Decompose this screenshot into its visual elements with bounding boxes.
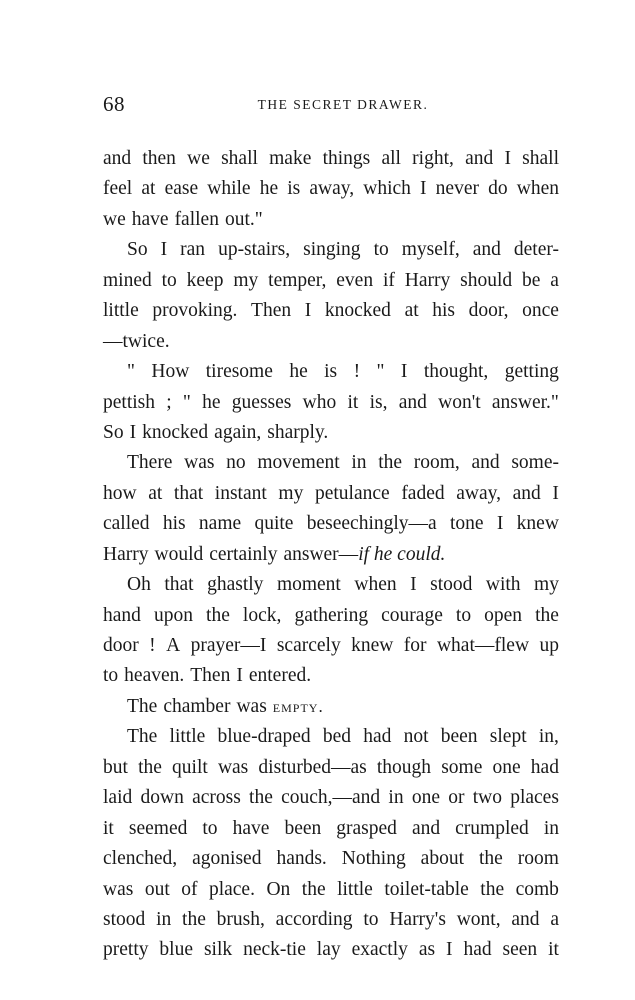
word: and	[411, 817, 441, 839]
word: shall	[221, 148, 258, 169]
word: my	[278, 482, 304, 504]
word: and	[398, 391, 427, 413]
word: I	[236, 665, 243, 687]
word: be	[522, 269, 541, 291]
word: about	[420, 848, 464, 870]
word: in	[156, 908, 172, 930]
word: little	[337, 878, 373, 900]
text-line	[103, 814, 559, 844]
word: shall	[522, 148, 559, 169]
word: I	[496, 513, 504, 535]
word: do	[488, 178, 508, 200]
word: seemed	[128, 817, 188, 839]
word: make	[269, 148, 312, 169]
word: when	[516, 178, 559, 200]
word: in,	[538, 726, 559, 748]
word: upon	[153, 604, 193, 626]
word: the	[182, 908, 206, 930]
word: as	[418, 939, 436, 961]
word: courage	[381, 604, 443, 626]
word: though	[376, 756, 432, 778]
word: he	[289, 361, 308, 383]
word: Nothing	[341, 848, 406, 870]
word: how	[103, 482, 137, 504]
word: some-	[511, 452, 559, 474]
word: chamber	[163, 695, 231, 717]
word: should	[460, 269, 513, 291]
word: lock,	[242, 604, 282, 626]
word: we	[103, 208, 126, 230]
word: —twice.	[103, 330, 170, 352]
text-line	[103, 205, 559, 235]
word: myself,	[401, 239, 460, 261]
word: no	[226, 452, 246, 474]
word: ease	[164, 178, 199, 200]
text-line	[103, 327, 559, 357]
word: some	[441, 756, 483, 778]
word: sharply.	[267, 421, 329, 443]
word: getting	[504, 361, 559, 383]
word: up	[539, 635, 559, 656]
word: of	[181, 878, 198, 900]
word: at	[141, 178, 156, 200]
word: Harry's	[389, 908, 446, 930]
word: the	[480, 878, 505, 900]
word: out."	[224, 208, 263, 230]
word: that	[164, 574, 194, 596]
text-line	[103, 753, 559, 783]
word: in	[351, 452, 367, 474]
word: I	[400, 361, 408, 383]
word: !	[353, 361, 361, 383]
word: bed	[322, 726, 352, 748]
text-line	[103, 509, 559, 539]
word: across	[192, 787, 241, 809]
word: ;	[166, 391, 172, 413]
word: won't	[438, 391, 481, 413]
word: or	[448, 787, 465, 809]
word: Oh	[127, 574, 151, 596]
word: once	[522, 300, 559, 322]
word: but	[103, 756, 128, 778]
word: down	[140, 787, 184, 809]
word: quilt	[172, 756, 208, 778]
text-line	[103, 540, 559, 570]
word: away,	[456, 482, 502, 504]
word: was	[217, 756, 249, 778]
word: name	[198, 513, 242, 535]
word: door,	[468, 300, 509, 322]
word: certainly	[209, 543, 278, 565]
word: A	[166, 635, 181, 656]
word: gathering	[294, 604, 369, 626]
word: places	[510, 787, 559, 809]
word: tiresome	[205, 361, 273, 383]
word: my	[534, 574, 559, 596]
word: On	[266, 878, 291, 900]
word: have	[232, 817, 270, 839]
word: in	[543, 817, 559, 839]
word: !	[149, 635, 156, 656]
word: and	[511, 908, 540, 930]
text-line	[103, 174, 559, 204]
word: when	[354, 574, 397, 596]
word: hand	[103, 604, 141, 626]
running-title: THE SECRET DRAWER.	[257, 97, 429, 112]
word: clenched,	[103, 848, 178, 870]
word: who	[302, 391, 337, 413]
word: wont,	[456, 908, 501, 930]
word: a	[550, 908, 559, 930]
word: have	[131, 208, 169, 230]
text-line	[103, 783, 559, 813]
word: crumpled	[455, 817, 529, 839]
word: I	[446, 939, 453, 961]
word: was	[103, 878, 134, 900]
word: to	[202, 817, 218, 839]
word: knew	[516, 513, 559, 535]
word: at	[148, 482, 163, 504]
text-line	[103, 844, 559, 874]
word: heaven.	[124, 665, 185, 687]
word: room,	[413, 452, 460, 474]
word: one	[411, 787, 440, 809]
word: is	[324, 361, 338, 383]
word: hands.	[276, 848, 327, 870]
word: he	[202, 391, 221, 413]
word: which	[363, 178, 411, 200]
word: knocked	[324, 300, 391, 322]
text-line	[103, 722, 559, 752]
word: exactly	[351, 939, 408, 961]
word: my	[233, 269, 259, 291]
word: been	[440, 726, 478, 748]
word: knocked	[142, 421, 209, 443]
word: "	[127, 361, 135, 383]
word: one	[492, 756, 521, 778]
word: is,	[369, 391, 388, 413]
word: had	[363, 726, 392, 748]
word: I	[420, 178, 427, 200]
word: stood	[103, 908, 146, 930]
word: instant	[214, 482, 267, 504]
word: Then	[190, 665, 231, 687]
word: quite	[254, 513, 294, 535]
word: I	[160, 239, 168, 261]
word: tone	[450, 513, 484, 535]
word: was	[236, 695, 267, 717]
word: his	[432, 300, 456, 322]
word: and	[471, 452, 500, 474]
word: ghastly	[207, 574, 264, 596]
word: thought,	[423, 361, 489, 383]
word: ran	[180, 239, 206, 261]
text-line	[103, 661, 559, 691]
word: silk	[203, 939, 233, 961]
text-line	[103, 144, 559, 174]
word: faded	[401, 482, 445, 504]
word: knew	[351, 635, 394, 656]
word: guesses	[231, 391, 292, 413]
word: laid	[103, 787, 133, 809]
word: disturbed—as	[258, 756, 367, 778]
text-line	[103, 479, 559, 509]
word: So	[103, 421, 124, 443]
word: the	[378, 452, 403, 474]
word: with	[485, 574, 521, 596]
word: a	[550, 269, 559, 291]
word: I	[304, 300, 312, 322]
word: prayer—I	[190, 635, 267, 656]
word: deter-	[513, 239, 559, 261]
word: I	[552, 482, 559, 504]
word: I	[410, 574, 417, 596]
word: the	[301, 878, 326, 900]
word: The	[127, 695, 158, 717]
word: couch,—and	[281, 787, 381, 809]
word: not	[403, 726, 429, 748]
word: called	[103, 513, 150, 535]
word: never	[435, 178, 479, 200]
word: So	[127, 239, 148, 261]
word: beseechingly—a	[306, 513, 437, 535]
word: would	[154, 543, 204, 565]
word: right,	[412, 148, 454, 169]
word: and	[472, 239, 501, 261]
text-line	[103, 601, 559, 631]
word: seen	[502, 939, 538, 961]
word: blue-draped	[217, 726, 311, 748]
word: Harry	[103, 543, 149, 565]
word: his	[162, 513, 186, 535]
word: temper,	[268, 269, 327, 291]
word: "	[182, 391, 191, 413]
word: if	[382, 269, 395, 291]
word: and	[512, 482, 541, 504]
text-line	[103, 875, 559, 905]
word: is	[287, 178, 301, 200]
word: toilet-table	[384, 878, 469, 900]
word: I	[129, 421, 137, 443]
word: all	[381, 148, 401, 169]
word: and	[465, 148, 494, 169]
word: to	[373, 239, 389, 261]
word: petulance	[314, 482, 390, 504]
word: to	[161, 269, 177, 291]
word: had	[530, 756, 559, 778]
word: the	[138, 756, 162, 778]
word: the	[535, 604, 559, 626]
word: in	[388, 787, 404, 809]
word: that	[173, 482, 204, 504]
text-line	[103, 905, 559, 935]
word: then	[142, 148, 176, 169]
word: what—flew	[436, 635, 530, 656]
small-caps-word: empty.	[272, 696, 324, 716]
word: Harry	[404, 269, 451, 291]
word: neck-tie	[243, 939, 306, 961]
word: he	[259, 178, 279, 200]
word: was	[184, 452, 215, 474]
word: it	[103, 817, 114, 839]
page-number: 68	[103, 92, 125, 116]
word: Then	[251, 300, 292, 322]
word: fallen	[174, 208, 219, 230]
word: and	[103, 148, 132, 169]
word: grasped	[336, 817, 397, 839]
word: blue	[159, 939, 193, 961]
word: while	[207, 178, 251, 200]
text-line	[103, 388, 559, 418]
word: out	[144, 878, 170, 900]
word: slept	[489, 726, 527, 748]
text-line	[103, 296, 559, 326]
word: I	[504, 148, 511, 169]
text-line	[103, 935, 559, 965]
word: There	[127, 452, 173, 474]
word: things	[322, 148, 371, 169]
word: stood	[430, 574, 473, 596]
word: "	[376, 361, 385, 383]
word: answer—if he could.	[283, 543, 446, 565]
word: the	[206, 604, 230, 626]
word: been	[284, 817, 322, 839]
word: away,	[309, 178, 355, 200]
word: pretty	[103, 939, 149, 961]
word: feel	[103, 178, 133, 200]
text-line	[103, 631, 559, 661]
word: the	[478, 848, 503, 870]
word: to	[103, 665, 119, 687]
word: room	[517, 848, 559, 870]
word: to	[363, 908, 379, 930]
word: little	[103, 300, 139, 322]
word: it	[548, 939, 559, 961]
italic-phrase: if he could.	[358, 543, 446, 565]
word: even	[336, 269, 374, 291]
word: mined	[103, 269, 152, 291]
text-line	[103, 357, 559, 387]
text-line	[103, 418, 559, 448]
word: again,	[214, 421, 262, 443]
word: the	[249, 787, 273, 809]
word: agonised	[192, 848, 262, 870]
word: lay	[316, 939, 341, 961]
word: place.	[208, 878, 255, 900]
text-line	[103, 692, 559, 722]
word: provoking.	[152, 300, 238, 322]
word: movement	[257, 452, 340, 474]
word: scarcely	[276, 635, 341, 656]
body-text	[103, 144, 559, 966]
word: moment	[276, 574, 341, 596]
word: singing	[303, 239, 361, 261]
word: pettish	[103, 391, 155, 413]
word: to	[455, 604, 472, 626]
word: brush,	[216, 908, 265, 930]
word: two	[472, 787, 502, 809]
text-line	[103, 448, 559, 478]
word: door	[103, 635, 139, 656]
page-header	[103, 92, 559, 118]
word: keep	[186, 269, 224, 291]
word: for	[403, 635, 427, 656]
word: The	[127, 726, 158, 748]
word: we	[187, 148, 210, 169]
word: How	[151, 361, 190, 383]
text-line	[103, 235, 559, 265]
word: entered.	[248, 665, 312, 687]
word: according	[275, 908, 353, 930]
word: up-stairs,	[218, 239, 291, 261]
word: it	[347, 391, 359, 413]
word: comb	[515, 878, 559, 900]
text-line	[103, 266, 559, 296]
word: little	[169, 726, 206, 748]
word: open	[484, 604, 523, 626]
text-line	[103, 570, 559, 600]
word: answer."	[491, 391, 559, 413]
word: had	[463, 939, 492, 961]
word: at	[404, 300, 419, 322]
